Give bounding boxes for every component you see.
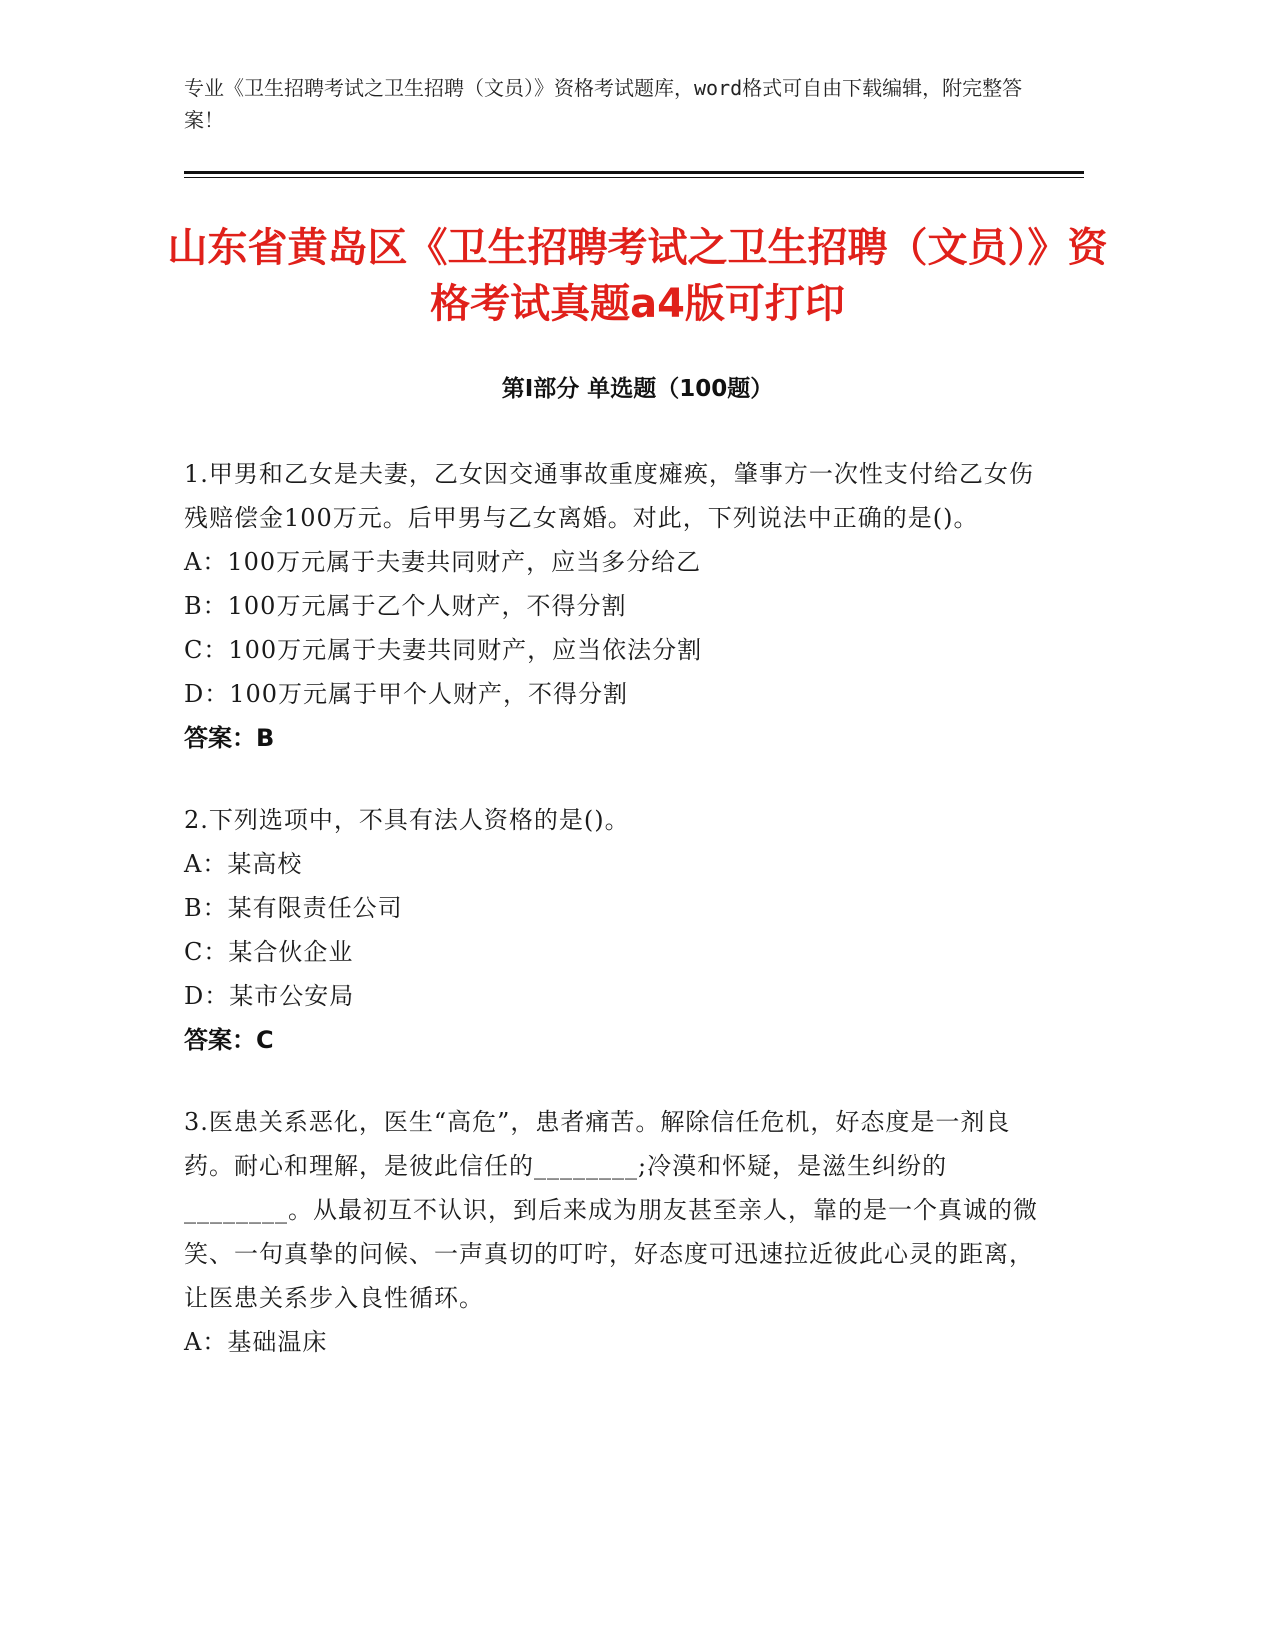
option-b: B：100万元属于乙个人财产，不得分割 xyxy=(184,592,627,620)
question-1 xyxy=(184,452,1054,760)
header-divider-thick xyxy=(184,171,1084,174)
option-b: B：某有限责任公司 xyxy=(184,894,403,922)
section-title: 第Ⅰ部分 单选题（100题） xyxy=(501,376,774,402)
header-note: 专业《卫生招聘考试之卫生招聘（文员）》资格考试题库，word格式可自由下载编辑，附完整答案！ xyxy=(184,76,1023,132)
option-a: A：100万元属于夫妻共同财产，应当多分给乙 xyxy=(184,548,702,576)
option-a: A：基础温床 xyxy=(184,1328,328,1356)
document-title: 山东省黄岛区《卫生招聘考试之卫生招聘（文员）》资格考试真题a4版可打印 xyxy=(167,225,1108,327)
header-divider-thin xyxy=(184,177,1084,178)
question-stem: 1.甲男和乙女是夫妻，乙女因交通事故重度瘫痪，肇事方一次性支付给乙女伤残赔偿金100万元。后甲男与乙女离婚。对此，下列说法中正确的是()。 xyxy=(184,460,1034,532)
option-c: C：100万元属于夫妻共同财产，应当依法分割 xyxy=(184,636,703,664)
answer: 答案：B xyxy=(184,724,275,752)
question-stem: 3.医患关系恶化，医生“高危”，患者痛苦。解除信任危机，好态度是一剂良药。耐心和理解，是彼此信任的________;冷漠和怀疑，是滋生纠纷的________。从最初互不认识，到后来成为朋友甚至亲人，靠的是一个真诚的微笑、一句真挚的问候、一声真切的叮咛，好态度可迅速拉近彼此心灵的距离，让医患关系步入良性循环。 xyxy=(184,1108,1038,1312)
option-d: D：100万元属于甲个人财产，不得分割 xyxy=(184,680,629,708)
question-stem: 2.下列选项中，不具有法人资格的是()。 xyxy=(184,806,630,834)
question-list xyxy=(184,452,1054,1402)
option-c: C：某合伙企业 xyxy=(184,938,354,966)
option-a: A：某高校 xyxy=(184,850,303,878)
question-3 xyxy=(184,1100,1054,1364)
option-d: D：某市公安局 xyxy=(184,982,355,1010)
question-2 xyxy=(184,798,1054,1062)
answer: 答案：C xyxy=(184,1026,274,1054)
